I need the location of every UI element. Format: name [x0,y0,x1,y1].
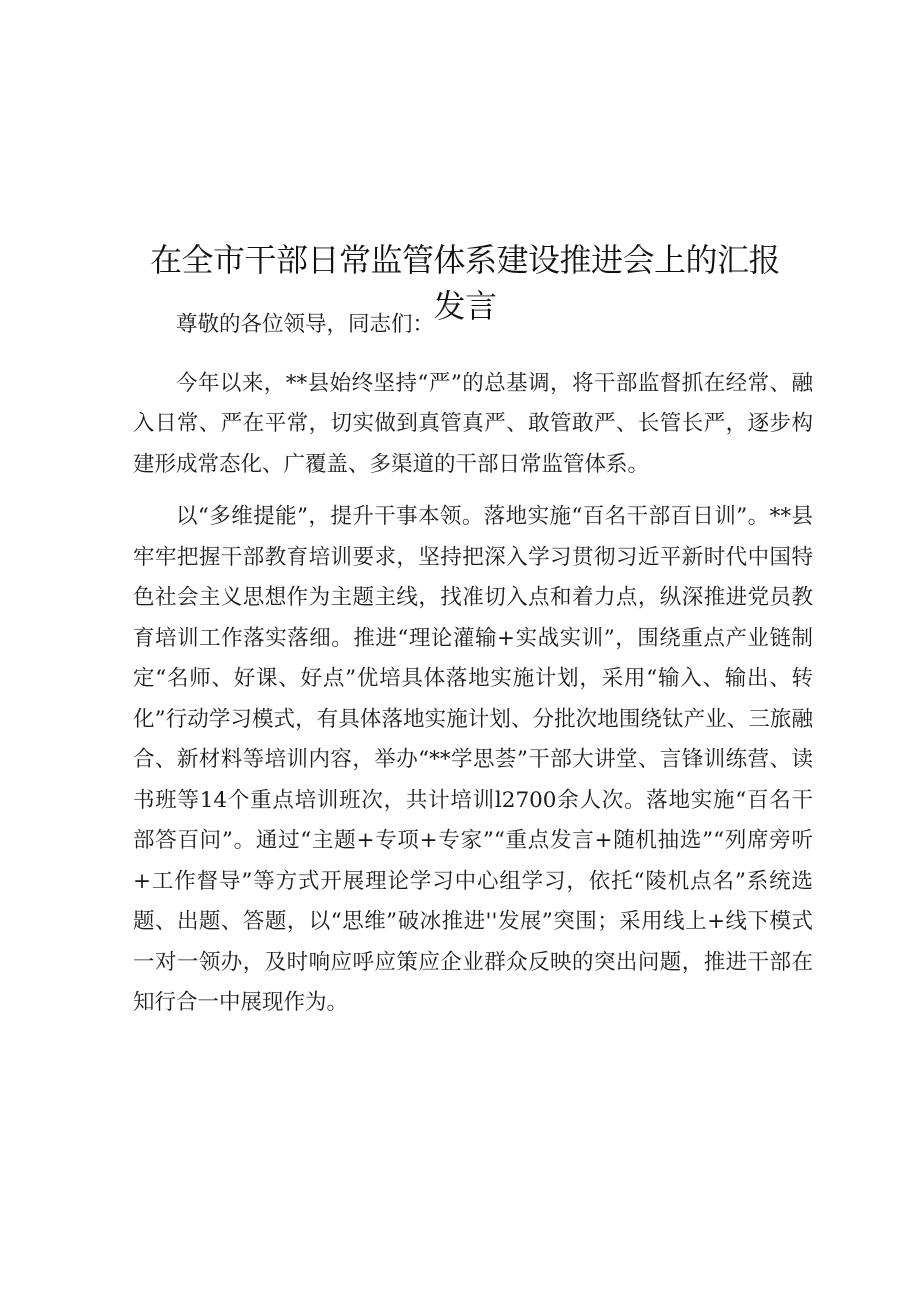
title-line-1: 在全市干部日常监管体系建设推进会上的汇报 [149,241,780,280]
salutation: 尊敬的各位领导，同志们： [176,312,435,337]
document-body [133,305,813,1036]
title-line-2: 发言 [433,287,497,326]
paragraph-intro: 今年以来，**县始终坚持“严”的总基调，将干部监督抓在经常、融入日常、严在平常，切实做到真管真严、敢管敢严、长管长严，逐步构建形成常态化、广覆盖、多渠道的干部日常监管体系。 [133,370,813,477]
paragraph-training: 以“多维提能”，提升干事本领。落地实施“百名干部百日训”。**县牢牢把握干部教育培训要求，坚持把深入学习贯彻习近平新时代中国特色社会主义思想作为主题主线，找准切入点和着力点，纵深推进党员教育培训工作落实落细。推进“理论灌输+实战实训”，围绕重点产业链制定“名师、好课、好点”优培具体落地实施计划，采用“输入、输出、转化”行动学习模式，有具体落地实施计划、分批次地围绕钛产业、三旅融合、新材料等培训内容，举办“**学思荟”干部大讲堂、言锋训练营、读书班等14个重点培训班次，共计培训l2700余人次。落地实施“百名干部答百问”。通过“主题+专项+专家”“重点发言+随机抽选”“列席旁听+工作督导”等方式开展理论学习中心组学习，依托“陵机点名”系统选题、出题、答题，以“思维”破冰推进''发展”突围；采用线上+线下模式一对一领办，及时响应呼应策应企业群众反映的突出问题，推进干部在知行合一中展现作为。 [133,504,813,1015]
